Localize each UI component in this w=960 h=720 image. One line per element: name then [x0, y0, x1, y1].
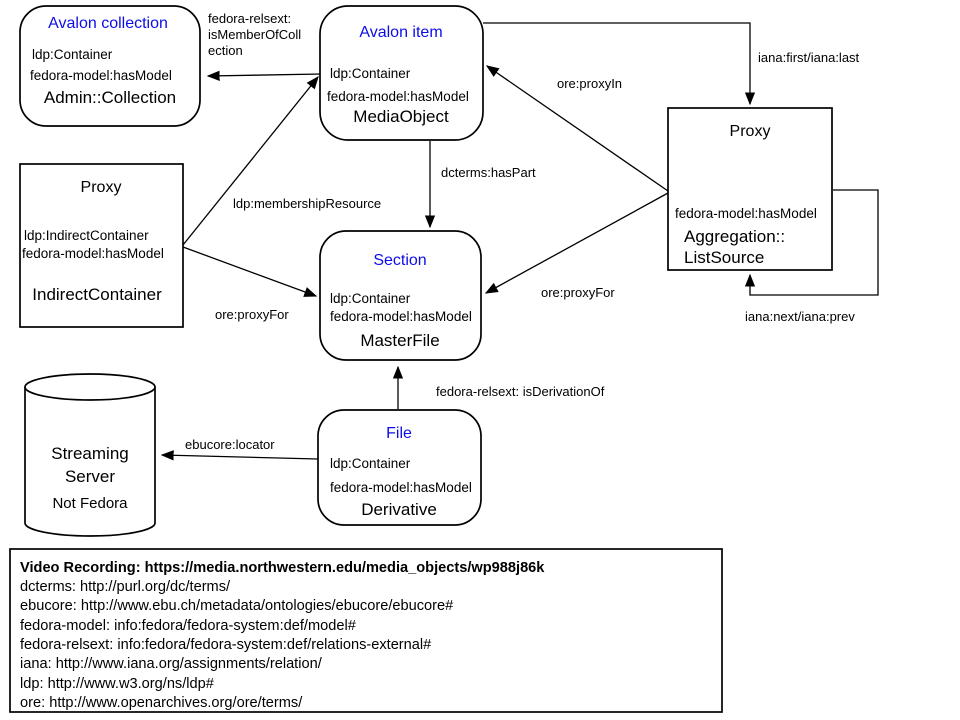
edge-label-is-derivation-of: fedora-relsext: isDerivationOf	[436, 384, 605, 399]
edge-label-iana-next-prev: iana:next/iana:prev	[745, 309, 855, 324]
legend-line-ldp: ldp: http://www.w3.org/ns/ldp#	[20, 676, 214, 692]
edge-is-derivation-of	[398, 367, 605, 409]
node-file	[318, 410, 481, 525]
node-streaming-server	[25, 374, 155, 536]
edge-label-is-member-of-collection-line1: fedora-relsext:	[208, 11, 292, 26]
edge-label-membership-resource: ldp:membershipResource	[233, 196, 382, 211]
proxy-left-model: IndirectContainer	[32, 285, 162, 304]
streaming-server-cylinder-top	[25, 374, 155, 400]
edge-label-is-member-of-collection-line2: isMemberOfColl	[208, 27, 302, 42]
legend-line-fedora-relsext: fedora-relsext: info:fedora/fedora-system:def/relations-external#	[20, 637, 432, 653]
legend-line-fedora-model: fedora-model: info:fedora/fedora-system:def/model#	[20, 618, 356, 634]
avalon-collection-attr2: fedora-model:hasModel	[30, 68, 172, 83]
proxy-left-attr2: fedora-model:hasModel	[22, 246, 164, 261]
file-model: Derivative	[361, 500, 437, 519]
section-title: Section	[373, 252, 427, 269]
avalon-item-model: MediaObject	[353, 107, 449, 126]
avalon-item-title: Avalon item	[359, 24, 443, 41]
edge-label-proxy-for-right: ore:proxyFor	[541, 285, 615, 300]
file-attr1: ldp:Container	[330, 456, 411, 471]
avalon-item-attr2: fedora-model:hasModel	[327, 89, 469, 104]
edge-proxy-for-right	[486, 193, 668, 300]
avalon-collection-attr1: ldp:Container	[32, 47, 113, 62]
legend-line-dcterms: dcterms: http://purl.org/dc/terms/	[20, 579, 231, 595]
edge-label-locator: ebucore:locator	[185, 437, 275, 452]
streaming-server-note: Not Fedora	[52, 495, 128, 512]
legend-line-iana: iana: http://www.iana.org/assignments/relation/	[20, 656, 322, 672]
avalon-item-attr1: ldp:Container	[330, 66, 411, 81]
legend	[10, 549, 722, 712]
proxy-left-attr1: ldp:IndirectContainer	[24, 228, 149, 243]
legend-line-ebucore: ebucore: http://www.ebu.ch/metadata/ontologies/ebucore/ebucore#	[20, 598, 454, 614]
node-proxy-left	[20, 164, 183, 327]
legend-line-ore: ore: http://www.openarchives.org/ore/terms/	[20, 695, 303, 711]
edge-label-iana-first-last: iana:first/iana:last	[758, 50, 860, 65]
file-attr2: fedora-model:hasModel	[330, 480, 472, 495]
streaming-server-title-line1: Streaming	[51, 444, 129, 463]
edge-is-member-of-collection	[208, 11, 322, 76]
proxy-right-title: Proxy	[729, 123, 771, 140]
edge-label-proxy-for-left: ore:proxyFor	[215, 307, 289, 322]
proxy-left-title: Proxy	[80, 179, 122, 196]
node-section	[320, 231, 481, 360]
node-proxy-right	[668, 108, 832, 270]
streaming-server-title-line2: Server	[64, 467, 116, 486]
section-attr2: fedora-model:hasModel	[330, 309, 472, 324]
edge-has-part	[430, 141, 536, 227]
node-avalon-collection	[20, 6, 200, 126]
proxy-right-model-line2: ListSource	[684, 248, 765, 267]
edge-label-proxy-in: ore:proxyIn	[557, 76, 623, 91]
section-model: MasterFile	[360, 331, 440, 350]
node-avalon-item	[320, 6, 483, 140]
proxy-right-attr1: fedora-model:hasModel	[675, 206, 817, 221]
avalon-collection-model: Admin::Collection	[43, 88, 177, 107]
edge-locator	[162, 437, 318, 459]
edge-proxy-for-left	[183, 247, 316, 322]
legend-line-title: Video Recording: https://media.northwestern.edu/media_objects/wp988j86k	[20, 560, 545, 576]
avalon-collection-title: Avalon collection	[48, 15, 168, 32]
proxy-right-model-line1: Aggregation::	[684, 227, 786, 246]
file-title: File	[386, 425, 412, 442]
edge-iana-first-last	[483, 23, 860, 104]
edge-label-has-part: dcterms:hasPart	[441, 165, 536, 180]
section-attr1: ldp:Container	[330, 291, 411, 306]
edge-label-is-member-of-collection-line3: ection	[208, 43, 243, 58]
